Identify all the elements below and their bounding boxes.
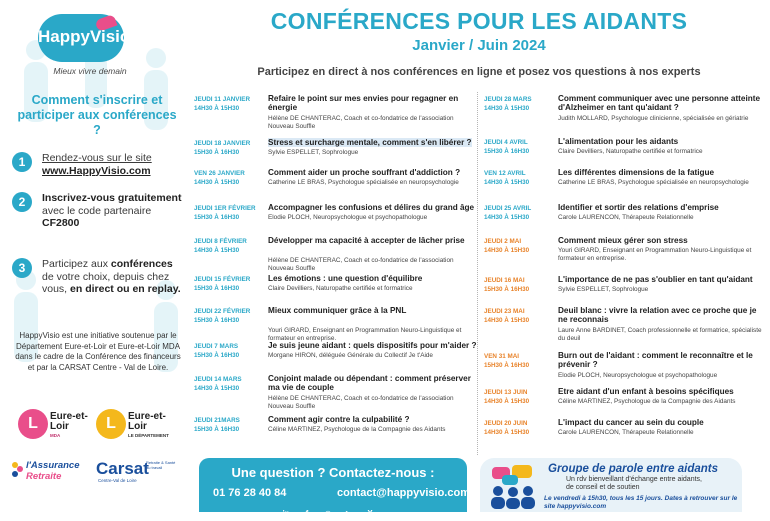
tagline: Mieux vivre demain: [53, 66, 127, 76]
conference-title-wrap: [268, 415, 478, 424]
partner1-name: Eure-et-Loir: [50, 411, 88, 432]
conference-title: Stress et surcharge mentale, comment s'en libérer ?: [268, 138, 472, 147]
conference-time: 14H30 À 15H30: [194, 105, 240, 112]
conference-title: Burn out de l'aidant : comment le reconnaître et le prévenir ?: [558, 351, 753, 370]
conference-date: JEUDI 1ER FÉVRIER: [194, 205, 256, 212]
conference-speaker: Catherine LE BRAS, Psychologue spécialisée en neuropsychologie: [558, 179, 749, 186]
contact-box: [199, 458, 470, 518]
conference-title-wrap: [558, 236, 768, 245]
conference-title: L'alimentation pour les aidants: [558, 137, 679, 146]
conference-time: 15H30 À 16H30: [194, 352, 240, 359]
conference-title-wrap: [558, 168, 768, 177]
conference-title: Les différentes dimensions de la fatigue: [558, 168, 715, 177]
conference-date: JEUDI 20 JUIN: [484, 420, 528, 427]
partner1-sub: MDA: [50, 433, 61, 438]
conference-date: VEN 26 JANVIER: [194, 170, 245, 177]
linkedin-icon[interactable]: in: [282, 509, 290, 518]
conference-title: Comment mieux gérer son stress: [558, 236, 688, 245]
eure-et-loir-mda-logo: [18, 409, 98, 439]
conference-speaker: Elodie PLOCH, Neuropsychologue et psychopathologue: [268, 214, 428, 221]
conference-title: Deuil blanc : vivre la relation avec ce proche que je ne reconnais: [558, 306, 757, 325]
conference-date: JEUDI 18 JANVIER: [194, 140, 251, 147]
step-1-text-a: Rendez-vous sur le site: [42, 152, 152, 164]
happyvisio-logo: [38, 14, 131, 62]
conference-title-wrap: [558, 418, 768, 427]
conference-title-wrap: [268, 94, 478, 113]
conference-title-wrap: [558, 275, 768, 284]
conference-date: JEUDI 2 MAI: [484, 238, 522, 245]
conference-date: JEUDI 11 JANVIER: [194, 96, 250, 103]
step-3-text-c: de votre choix, depuis chez vous,: [42, 270, 170, 295]
conference-time: 14H30 À 15H30: [484, 214, 530, 221]
partner3-a: l'Assurance: [26, 460, 80, 471]
conference-speaker: Sylvie ESPELLET, Sophrologue: [558, 286, 649, 293]
conference-speaker: Laure Anne BARDINET, Coach professionnelle et formatrice, spécialiste du deuil: [558, 327, 762, 342]
step-number: 3: [12, 258, 32, 278]
conference-time: 14H30 À 15H30: [484, 317, 530, 324]
conference-title: Les émotions : une question d'équilibre: [268, 274, 423, 283]
partner-code: CF2800: [42, 217, 80, 229]
conference-speaker: Catherine LE BRAS, Psychologue spécialisée en neuropsychologie: [268, 179, 459, 186]
logo-text: HappyVisio: [38, 27, 131, 46]
step-2-text-b: avec le code partenaire: [42, 204, 152, 217]
conference-title: Comment communiquer avec une personne atteinte d'Alzheimer en tant qu'aidant ?: [558, 94, 761, 113]
instagram-icon[interactable]: ◎: [324, 509, 332, 518]
conference-date: VEN 12 AVRIL: [484, 170, 526, 177]
conference-title: Etre aidant d'un enfant à besoins spécifiques: [558, 387, 734, 396]
conference-date: JEUDI 14 MARS: [194, 376, 242, 383]
page-subtitle: Janvier / Juin 2024: [412, 37, 546, 54]
support-group-box: [480, 458, 742, 512]
inscription-title: Comment s'inscrire et participer aux conférences ?: [17, 93, 177, 137]
conference-speaker: Youri GIRARD, Enseignant en Programmation Neuro-Linguistique et formateur en entreprise.: [268, 327, 462, 342]
step-text: [42, 152, 184, 177]
conference-time: 14H30 À 15H30: [484, 398, 530, 405]
conference-speaker: Claire Devilliers, Naturopathe certifiée et formatrice: [558, 148, 703, 155]
el-mda-mark: L: [18, 409, 48, 439]
x-icon[interactable]: X: [367, 509, 373, 518]
conference-time: 15H30 À 16H30: [194, 149, 240, 156]
partner3-b: Retraite: [26, 471, 62, 482]
conference-title: Accompagner les confusions et délires du grand âge: [268, 203, 475, 212]
conference-title-wrap: [268, 374, 478, 393]
conference-time: 15H30 À 16H30: [484, 286, 530, 293]
step-number: 1: [12, 152, 32, 172]
step-3-text-a: Participez aux: [42, 258, 108, 270]
conference-title: Conjoint malade ou dépendant : comment préserver ma vie de couple: [268, 374, 471, 393]
contact-email[interactable]: contact@happyvisio.com: [337, 487, 470, 499]
conference-title-wrap: [268, 168, 478, 177]
sidebar: [0, 0, 190, 512]
conference-title: Refaire le point sur mes envies pour regagner en énergie: [268, 94, 459, 113]
conference-title-wrap: [268, 138, 478, 147]
intro-text: Participez en direct à nos conférences en ligne et posez vos questions à nos experts: [257, 66, 701, 78]
conference-speaker: Céline MARTINEZ, Psychologue de la Compagnie des Aidants: [558, 398, 736, 405]
step-3-text-b: conférences: [110, 258, 173, 270]
conference-time: 14H30 À 15H30: [484, 429, 530, 436]
conference-speaker: Elodie PLOCH, Neuropsychologue et psychopathologue: [558, 372, 718, 379]
youtube-icon[interactable]: ▶: [345, 509, 353, 518]
step-text: [42, 258, 184, 296]
conference-speaker: Youri GIRARD, Enseignant en Programmation Neuro-Linguistique et formateur en entreprise.: [558, 247, 752, 262]
conference-title: Comment aider un proche souffrant d'addiction ?: [268, 168, 461, 177]
conference-speaker: Carole LAURENCON, Thérapeute Relationnelle: [558, 429, 694, 436]
partner2-name: Eure-et-Loir: [128, 411, 166, 432]
conference-speaker: Morgane HIRON, déléguée Générale du Collectif Je t'Aide: [268, 352, 433, 359]
contact-question: Une question ? Contactez-nous :: [231, 465, 435, 480]
conference-title: Mieux communiquer grâce à la PNL: [268, 306, 407, 315]
carsat-sub: Retraite & Santé au travail: [146, 460, 176, 470]
conference-time: 15H30 À 16H30: [194, 285, 240, 292]
conference-date: JEUDI 7 MARS: [194, 343, 239, 350]
initiative-info: HappyVisio est une initiative soutenue par le Département Eure-et-Loir et Eure-et-Loir MDA dans le cadre de la Conférence des financeurs et par la CARSAT Centre - Val de Loire.: [15, 331, 181, 372]
conference-title-wrap: [268, 341, 478, 350]
conference-title-wrap: [558, 203, 768, 212]
conference-title-wrap: [558, 306, 768, 325]
conference-time: 14H30 À 15H30: [484, 105, 530, 112]
conference-date: JEUDI 28 MARS: [484, 96, 532, 103]
conference-speaker: Hélène DE CHANTERAC, Coach et co-fondatrice de l'association Nouveau Souffle: [268, 257, 454, 272]
conference-date: JEUDI 21MARS: [194, 417, 240, 424]
carsat-region: Centre-Val de Loire: [98, 478, 137, 483]
conference-date: JEUDI 25 AVRIL: [484, 205, 532, 212]
conference-time: 15H30 À 16H30: [194, 426, 240, 433]
conference-time: 15H30 À 16H30: [484, 148, 530, 155]
step-number: 2: [12, 192, 32, 212]
website-link[interactable]: www.HappyVisio.com: [42, 164, 151, 177]
conference-title: L'importance de ne pas s'oublier en tant qu'aidant: [558, 275, 753, 284]
contact-phone[interactable]: 01 76 28 40 84: [213, 487, 287, 499]
step-2-text-a: Inscrivez-vous gratuitement: [42, 192, 182, 204]
conference-time: 15H30 À 16H30: [484, 362, 530, 369]
group-schedule: Le vendredi à 15h30, tous les 15 jours. Dates à retrouver sur le site happyvisio.com: [544, 495, 738, 510]
discussion-group-icon: [488, 465, 538, 509]
conference-time: 15H30 À 16H30: [194, 214, 240, 221]
conference-speaker: Hélène DE CHANTERAC, Coach et co-fondatrice de l'association Nouveau Souffle: [268, 395, 454, 410]
conference-title-wrap: [558, 137, 768, 146]
social-links: [281, 503, 386, 518]
conference-title-wrap: [558, 351, 768, 370]
conference-title: Développer ma capacité à accepter de lâcher prise: [268, 236, 465, 245]
step-text: [42, 192, 184, 230]
conference-time: 14H30 À 15H30: [484, 179, 530, 186]
conference-title-wrap: [268, 203, 478, 212]
group-subtitle: Un rdv bienveillant d'échange entre aidants, de conseil et de soutien: [566, 476, 702, 491]
conference-time: 14H30 À 15H30: [194, 385, 240, 392]
conference-speaker: Claire Devilliers, Naturopathe certifiée et formatrice: [268, 285, 413, 292]
conference-date: JEUDI 15 FÉVRIER: [194, 276, 251, 283]
conference-speaker: Judith MOLLARD, Psychologue clinicienne, spécialisée en gériatrie: [558, 115, 749, 122]
conference-time: 15H30 À 16H30: [194, 317, 240, 324]
conference-title: Comment agir contre la culpabilité ?: [268, 415, 410, 424]
conference-title: L'impact du cancer au sein du couple: [558, 418, 704, 427]
conference-title: Identifier et sortir des relations d'emprise: [558, 203, 719, 212]
carsat-logo: Carsat: [96, 459, 149, 478]
conference-time: 14H30 À 15H30: [194, 179, 240, 186]
column-divider: [477, 92, 478, 455]
partner2-sub: LE DÉPARTEMENT: [128, 433, 169, 438]
conference-speaker: Carole LAURENCON, Thérapeute Relationnelle: [558, 214, 694, 221]
assurance-retraite-logo: [10, 458, 90, 484]
conference-speaker: Hélène DE CHANTERAC, Coach et co-fondatrice de l'association Nouveau Souffle: [268, 115, 454, 130]
conference-speaker: Sylvie ESPELLET, Sophrologue: [268, 149, 359, 156]
conference-title-wrap: [268, 274, 478, 283]
el-dept-mark: L: [96, 409, 126, 439]
conference-date: JEUDI 4 AVRIL: [484, 139, 528, 146]
conference-title-wrap: [558, 94, 768, 113]
conference-time: 14H30 À 15H30: [484, 247, 530, 254]
conference-time: 14H30 À 15H30: [194, 247, 240, 254]
conference-title: Je suis jeune aidant : quels dispositifs pour m'aider ?: [268, 341, 477, 350]
step-3-text-d: en direct ou en replay.: [70, 283, 181, 295]
conference-date: JEUDI 16 MAI: [484, 277, 525, 284]
conference-title-wrap: [268, 236, 478, 245]
conference-date: JEUDI 23 MAI: [484, 308, 525, 315]
page-title: CONFÉRENCES POUR LES AIDANTS: [270, 8, 688, 34]
conference-date: JEUDI 22 FÉVRIER: [194, 308, 251, 315]
conference-title-wrap: [558, 387, 768, 396]
facebook-icon[interactable]: f: [305, 509, 309, 518]
assurance-retraite-mark-icon: [10, 460, 24, 480]
conference-speaker: Céline MARTINEZ, Psychologue de la Compagnie des Aidants: [268, 426, 446, 433]
conference-title-wrap: [268, 306, 478, 315]
conference-date: VEN 31 MAI: [484, 353, 519, 360]
conference-date: JEUDI 8 FÉVRIER: [194, 238, 247, 245]
conference-date: JEUDI 13 JUIN: [484, 389, 528, 396]
eure-et-loir-departement-logo: [96, 409, 186, 439]
group-title: Groupe de parole entre aidants: [548, 463, 718, 475]
